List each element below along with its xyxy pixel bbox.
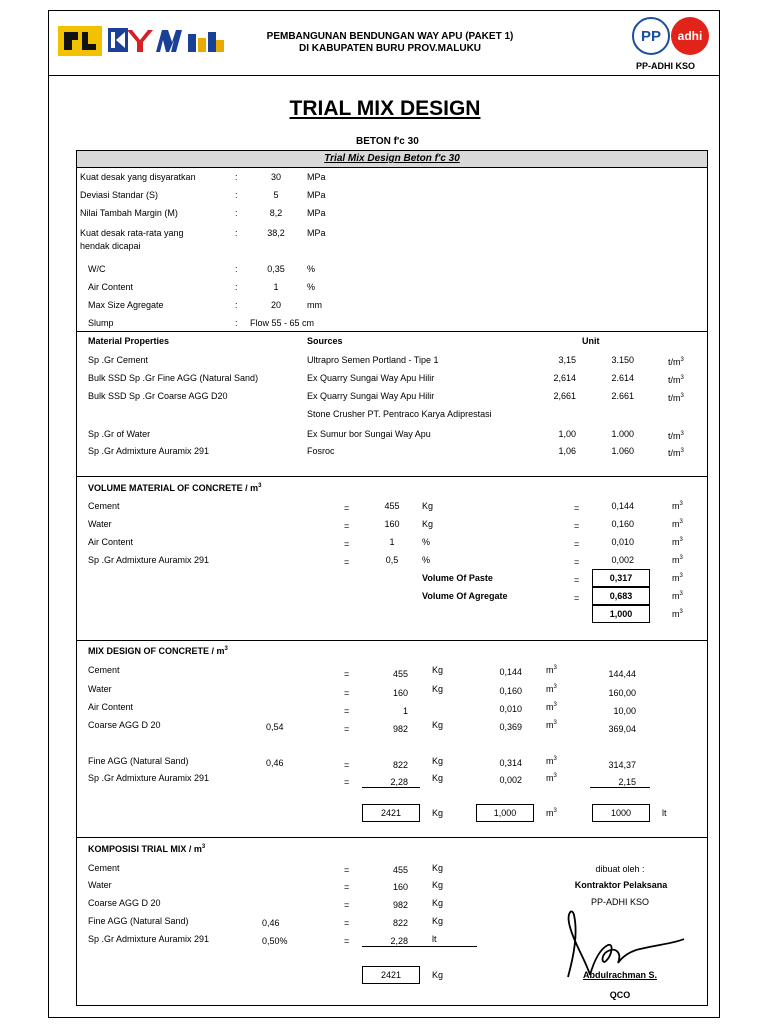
param-label: Kuat desak rata-rata yang (80, 228, 184, 238)
mix-sum-vol: 1,000 (476, 804, 534, 822)
mix-qty: 1 (402, 706, 408, 716)
volume-name: Cement (88, 501, 120, 511)
param-label: Kuat desak yang disyaratkan (80, 172, 196, 182)
beton-label-text: BETON f'c (356, 136, 405, 147)
komposisi-unit: Kg (432, 898, 444, 908)
mix-title (88, 646, 228, 656)
unit-m3 (672, 555, 683, 565)
sign-org: PP-ADHI KSO (590, 897, 649, 907)
unit-text: t/m (668, 393, 681, 403)
eq: = (344, 882, 350, 892)
material-value-2: 1.060 (611, 446, 634, 456)
mix-name: Sp .Gr Admixture Auramix 291 (88, 773, 210, 783)
adhi-logo-text: adhi (677, 29, 703, 43)
beton-label (356, 136, 419, 147)
volume-qty: 1 (389, 537, 395, 547)
project-title-line1: PEMBANGUNAN BENDUNGAN WAY APU (PAKET 1) (266, 31, 514, 42)
mix-name: Fine AGG (Natural Sand) (88, 756, 189, 766)
unit-text: t/m (668, 375, 681, 385)
divider (77, 476, 707, 477)
mix-total: 369,04 (608, 724, 636, 734)
volume-vol: 0,010 (611, 537, 634, 547)
agg-value: 0,683 (592, 587, 650, 605)
volume-vol: 0,160 (611, 519, 634, 529)
sign-name: Abdulrachman S. (582, 970, 657, 980)
komposisi-unit: lt (432, 934, 437, 944)
unit-m3: $m^3$ (672, 591, 683, 601)
komposisi-title (88, 844, 205, 854)
unit-text: m (546, 684, 554, 694)
mix-unit: Kg (432, 665, 444, 675)
mix-total: 10,00 (613, 706, 636, 716)
material-value-2: 1.000 (611, 429, 634, 439)
eq: = (574, 593, 580, 603)
unit-m3 (546, 702, 557, 712)
eq: = (344, 688, 350, 698)
mix-sum-qty: 2421 (362, 804, 420, 822)
material-value-2: 2.661 (611, 391, 634, 401)
unit-text: t/m (668, 431, 681, 441)
unit-m3 (672, 537, 683, 547)
komposisi-title-text: KOMPOSISI TRIAL MIX / m (88, 844, 202, 854)
komposisi-qty: 455 (392, 865, 408, 875)
eq: = (344, 936, 350, 946)
mix-vol: 0,010 (499, 704, 522, 714)
sup: 3 (553, 773, 557, 779)
mix-name: Coarse AGG D 20 (88, 720, 161, 730)
unit-text: m (546, 773, 554, 783)
unit-text: m (546, 720, 554, 730)
materials-header-prop: Material Properties (88, 336, 170, 346)
param-sep: : (235, 228, 238, 238)
param-label: Deviasi Standar (S) (80, 190, 159, 200)
eq: = (344, 900, 350, 910)
komposisi-ratio: 0,50% (262, 936, 288, 946)
agg-label: Volume Of Agregate (422, 591, 508, 601)
komposisi-name: Cement (88, 863, 120, 873)
param-sep: : (235, 318, 238, 328)
param-label: Max Size Agregate (88, 300, 164, 310)
param-sep: : (235, 300, 238, 310)
unit-m3: $m^3$ (672, 609, 683, 619)
sum-line (362, 787, 420, 788)
unit-m3 (668, 393, 684, 403)
mix-sum-unit: Kg (432, 808, 444, 818)
material-source: Ex Quarry Sungai Way Apu Hilir (307, 391, 435, 401)
sign-title: QCO (609, 990, 631, 1000)
param-value: Flow 55 - 65 cm (250, 318, 315, 328)
sup: 3 (680, 448, 684, 454)
pp-logo (632, 17, 670, 55)
project-title-line2: DI KABUPATEN BURU PROV.MALUKU (298, 43, 482, 54)
unit-text: t/m (668, 357, 681, 367)
komposisi-sum-qty: 2421 (362, 966, 420, 984)
param-label: Slump (88, 318, 114, 328)
eq: = (344, 557, 350, 567)
pp-logo-text: PP (640, 27, 661, 45)
komposisi-qty: 160 (392, 882, 408, 892)
mix-sum-total-unit: lt (662, 808, 667, 818)
sup: 3 (679, 609, 683, 615)
eq: = (344, 865, 350, 875)
material-source: Fosroc (307, 446, 335, 456)
mix-name: Water (88, 684, 112, 694)
eq: = (344, 669, 350, 679)
komposisi-name: Sp .Gr Admixture Auramix 291 (88, 934, 210, 944)
material-value-2: 2.614 (611, 373, 634, 383)
volume-vol: 0,002 (611, 555, 634, 565)
material-value: 3,15 (558, 355, 576, 365)
sign-role: Kontraktor Pelaksana (574, 880, 668, 890)
komposisi-qty: 982 (392, 900, 408, 910)
mix-vol: 0,144 (499, 667, 522, 677)
paste-label: Volume Of Paste (422, 573, 493, 583)
volume-title (88, 483, 262, 493)
unit-text: m (672, 519, 680, 529)
made-by: dibuat oleh : (595, 864, 645, 874)
unit-m3 (546, 720, 557, 730)
param-value: 1 (273, 282, 279, 292)
mix-qty: 2,28 (390, 777, 408, 787)
sup: 3 (679, 555, 683, 561)
unit-m3 (546, 665, 557, 675)
adhi-logo (671, 17, 709, 55)
material-value: 2,661 (553, 391, 576, 401)
volume-name: Sp .Gr Admixture Auramix 291 (88, 555, 210, 565)
volume-unit: Kg (422, 501, 434, 511)
param-label: Air Content (88, 282, 134, 292)
volume-vol: 0,144 (611, 501, 634, 511)
material-source: Ex Quarry Sungai Way Apu Hilir (307, 373, 435, 383)
eq: = (344, 724, 350, 734)
param-value: 8,2 (269, 208, 283, 218)
paste-value: 0,317 (592, 569, 650, 587)
sup: 3 (553, 808, 557, 814)
komposisi-qty: 822 (392, 918, 408, 928)
mix-total: 314,37 (608, 760, 636, 770)
param-sep: : (235, 190, 238, 200)
komposisi-unit: Kg (432, 880, 444, 890)
project-title (240, 31, 540, 55)
eq: = (344, 503, 350, 513)
unit-text: m (672, 501, 680, 511)
sup: 3 (224, 646, 228, 652)
sup: 3 (553, 665, 557, 671)
material-value-2: 3.150 (611, 355, 634, 365)
volume-name: Air Content (88, 537, 134, 547)
param-value: 38,2 (267, 228, 285, 238)
material-source: Stone Crusher PT. Pentraco Karya Adiprestasi (307, 409, 492, 419)
sup: 3 (258, 483, 262, 489)
sum-line (590, 787, 650, 788)
eq: = (344, 760, 350, 770)
material-prop: Sp .Gr Cement (88, 355, 149, 365)
sup: 3 (680, 357, 684, 363)
mix-unit: Kg (432, 720, 444, 730)
mix-unit: Kg (432, 684, 444, 694)
mix-ratio: 0,46 (266, 758, 284, 768)
param-unit: % (307, 264, 316, 274)
mix-vol: 0,369 (499, 722, 522, 732)
komposisi-qty: 2,28 (390, 936, 408, 946)
doc-title: TRIAL MIX DESIGN (289, 97, 481, 120)
material-prop: Bulk SSD Sp .Gr Fine AGG (Natural Sand) (88, 373, 259, 383)
divider (77, 837, 707, 838)
param-unit: MPa (307, 228, 326, 238)
unit-m3 (546, 684, 557, 694)
sup: 3 (679, 591, 683, 597)
mix-name: Cement (88, 665, 120, 675)
pu-logo (58, 26, 102, 56)
mix-total: 2,15 (618, 777, 636, 787)
unit-m3 (546, 756, 557, 766)
mix-unit: Kg (432, 756, 444, 766)
mix-ratio: 0,54 (266, 722, 284, 732)
mix-sum-vol-unit (546, 808, 557, 818)
eq: = (344, 918, 350, 928)
eq: = (574, 503, 580, 513)
material-value: 1,00 (558, 429, 576, 439)
material-prop: Sp .Gr of Water (88, 429, 151, 439)
unit-text: m (546, 808, 554, 818)
beton-value: 30 (407, 136, 419, 147)
sup: 3 (679, 537, 683, 543)
unit-m3 (672, 519, 683, 529)
sup: 3 (680, 431, 684, 437)
komposisi-name: Water (88, 880, 112, 890)
sup: 3 (680, 393, 684, 399)
unit-text: m (672, 537, 680, 547)
divider (77, 331, 707, 332)
divider (77, 640, 707, 641)
mix-unit: Kg (432, 773, 444, 783)
mix-vol: 0,002 (499, 775, 522, 785)
volume-qty: 0,5 (385, 555, 399, 565)
unit-m3 (546, 773, 557, 783)
mix-vol: 0,160 (499, 686, 522, 696)
sup: 3 (680, 375, 684, 381)
sup: 3 (553, 720, 557, 726)
unit-m3 (668, 448, 684, 458)
sup: 3 (679, 501, 683, 507)
param-row (80, 172, 196, 182)
unit-text: t/m (668, 448, 681, 458)
param-sep: : (235, 282, 238, 292)
komposisi-sum-unit: Kg (432, 970, 444, 980)
unit-m3 (672, 501, 683, 511)
band-title: Trial Mix Design Beton f'c 30 (77, 151, 707, 168)
sup: 3 (201, 844, 206, 850)
komposisi-unit: Kg (432, 863, 444, 873)
param-label: W/C (88, 264, 106, 274)
kimsau-logo (108, 26, 226, 56)
unit-text: m (672, 555, 680, 565)
sup: 3 (679, 573, 683, 579)
komposisi-ratio: 0,46 (262, 918, 280, 928)
material-prop: Bulk SSD Sp .Gr Coarse AGG D20 (88, 391, 228, 401)
materials-header-unit: Unit (582, 336, 600, 346)
unit-text: m (546, 702, 554, 712)
eq: = (344, 706, 350, 716)
volume-unit: % (422, 537, 431, 547)
material-source: Ultrapro Semen Portland - Tipe 1 (307, 355, 439, 365)
materials-header-src: Sources (307, 336, 343, 346)
volume-qty: 160 (384, 519, 400, 529)
param-value: 5 (273, 190, 279, 200)
param-value: 20 (270, 300, 281, 310)
param-unit: % (307, 282, 316, 292)
eq: = (344, 521, 350, 531)
eq: = (574, 539, 580, 549)
unit-m3: $m^3$ (672, 573, 683, 583)
volume-unit: % (422, 555, 431, 565)
param-value: 30 (270, 172, 281, 182)
material-source: Ex Sumur bor Sungai Way Apu (307, 429, 431, 439)
unit-m3 (668, 375, 684, 385)
param-label: Nilai Tambah Margin (M) (80, 208, 178, 218)
eq: = (574, 557, 580, 567)
mix-total: 160,00 (608, 688, 636, 698)
param-unit: MPa (307, 172, 326, 182)
mix-title-text: MIX DESIGN OF CONCRETE / m (88, 646, 225, 656)
sup: 3 (553, 702, 557, 708)
volume-total: 1,000 (592, 605, 650, 623)
mix-qty: 982 (392, 724, 408, 734)
komposisi-name: Coarse AGG D 20 (88, 898, 161, 908)
param-sep: : (235, 172, 238, 182)
volume-name: Water (88, 519, 112, 529)
sup: 3 (553, 756, 557, 762)
kso-label: PP-ADHI KSO (636, 61, 696, 71)
sup: 3 (553, 684, 557, 690)
param-unit: MPa (307, 208, 326, 218)
param-value: 0,35 (267, 264, 285, 274)
komposisi-name: Fine AGG (Natural Sand) (88, 916, 189, 926)
eq: = (344, 539, 350, 549)
volume-title-text: VOLUME MATERIAL OF CONCRETE / m (88, 483, 259, 493)
material-value: 2,614 (553, 373, 576, 383)
param-unit: mm (307, 300, 322, 310)
volume-unit: Kg (422, 519, 434, 529)
mix-vol: 0,314 (499, 758, 522, 768)
eq: = (574, 575, 580, 585)
mix-total: 144,44 (608, 669, 636, 679)
material-value: 1,06 (558, 446, 576, 456)
unit-m3 (668, 431, 684, 441)
param-label-2: hendak dicapai (80, 241, 141, 251)
param-unit: MPa (307, 190, 326, 200)
param-sep: : (235, 208, 238, 218)
material-prop: Sp .Gr Admixture Auramix 291 (88, 446, 210, 456)
mix-name: Air Content (88, 702, 134, 712)
sup: 3 (679, 519, 683, 525)
eq: = (574, 521, 580, 531)
param-sep: : (235, 264, 238, 274)
sum-line (362, 946, 477, 947)
header-divider (48, 75, 720, 76)
volume-qty: 455 (384, 501, 400, 511)
mix-qty: 455 (392, 669, 408, 679)
mix-qty: 822 (392, 760, 408, 770)
mix-qty: 160 (392, 688, 408, 698)
komposisi-unit: Kg (432, 916, 444, 926)
unit-m3 (668, 357, 684, 367)
eq: = (344, 777, 350, 787)
unit-text: m (546, 665, 554, 675)
unit-text: m (546, 756, 554, 766)
mix-sum-total: 1000 (592, 804, 650, 822)
